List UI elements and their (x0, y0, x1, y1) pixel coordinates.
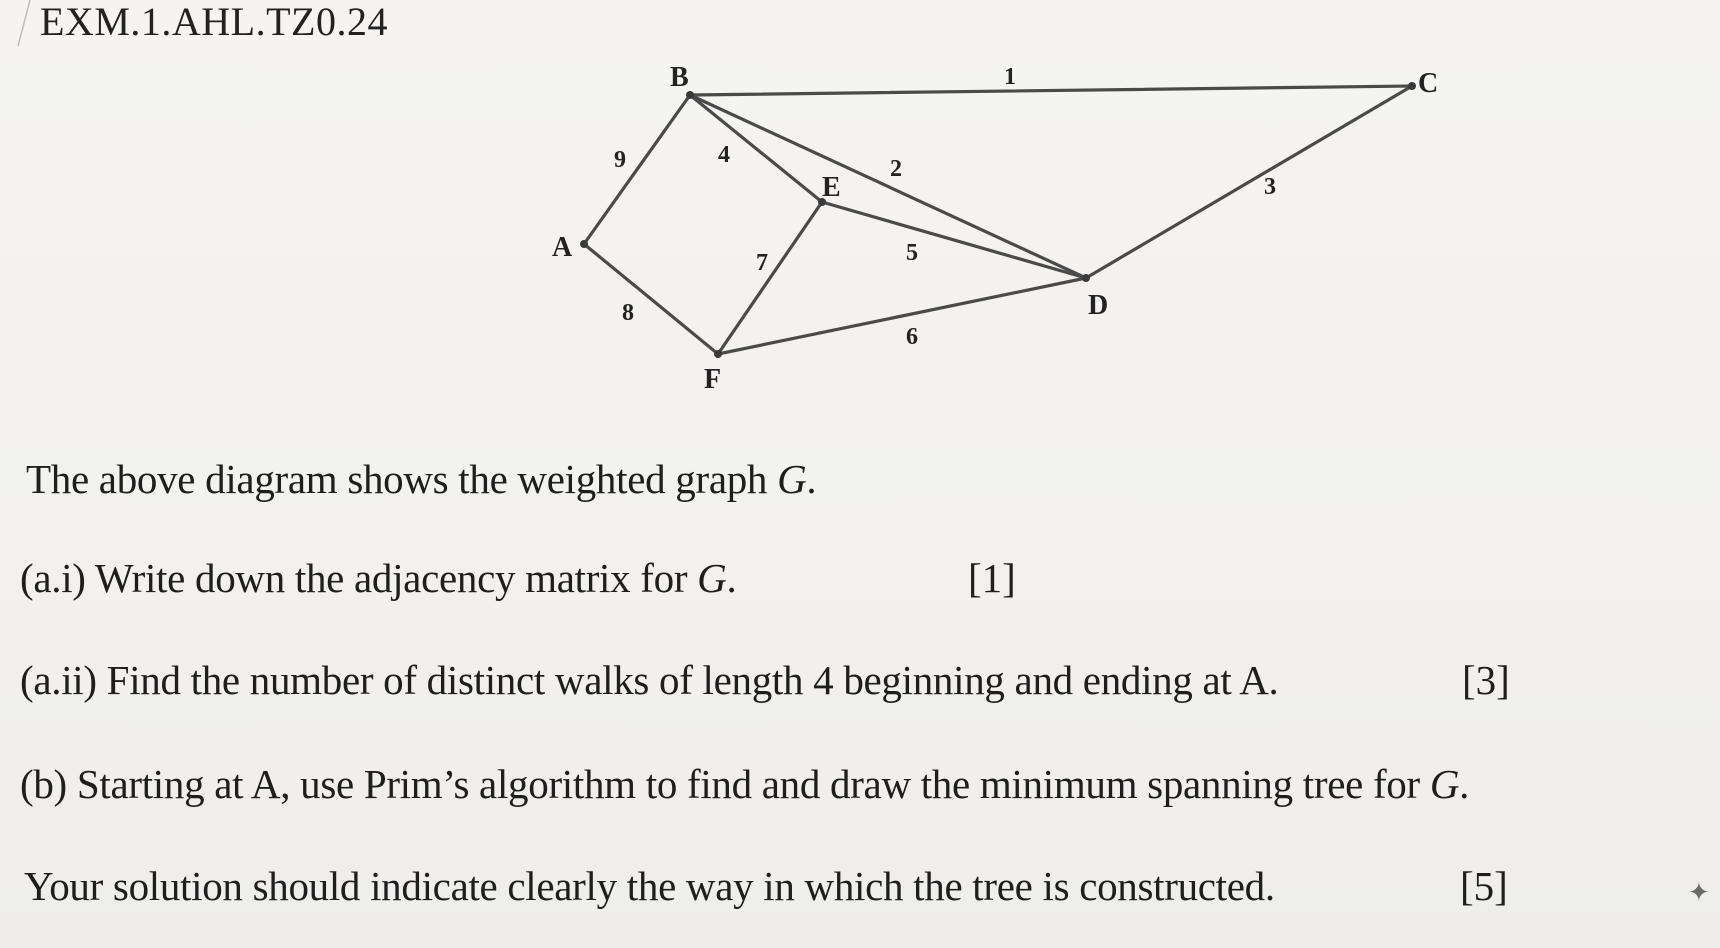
pin-icon: ✦ (1688, 878, 1710, 907)
edge-weight-A-B: 9 (614, 147, 626, 173)
edge-C-D (1086, 86, 1412, 278)
edge-A-F (584, 244, 718, 354)
part-a-i-text: (a.i) Write down the adjacency matrix for (20, 555, 698, 601)
part-a-i-marks: [1] (968, 555, 1016, 601)
part-a-ii (20, 656, 1278, 704)
question-intro (26, 455, 816, 503)
weighted-graph-diagram (0, 0, 1720, 420)
vertex-D (1082, 274, 1090, 282)
edge-F-D (718, 278, 1086, 354)
question-code: EXM.1.AHL.TZ0.24 (40, 0, 388, 44)
edge-weight-B-D: 2 (890, 156, 902, 182)
edge-E-D (822, 202, 1086, 278)
graph-variable: G (1429, 761, 1460, 807)
node-label-D: D (1088, 290, 1109, 321)
graph-variable: G (777, 456, 807, 502)
edge-A-B (584, 95, 690, 244)
part-a-ii-text: (a.ii) Find the number of distinct walks of length 4 beginning and ending at A. (20, 657, 1279, 703)
edge-B-D (690, 95, 1086, 278)
edge-weight-E-D: 5 (906, 240, 918, 266)
part-b (20, 760, 1469, 808)
question-intro-period: . (806, 456, 817, 502)
edge-B-C (690, 86, 1412, 95)
part-b-marks: [5] (1460, 863, 1508, 909)
vertex-A (580, 240, 588, 248)
question-intro-text: The above diagram shows the weighted graph (26, 456, 778, 502)
node-label-B: B (670, 62, 689, 93)
edge-weight-F-D: 6 (906, 324, 918, 350)
vertex-F (714, 350, 722, 358)
part-b-period: . (1459, 761, 1470, 807)
node-label-E: E (822, 172, 841, 203)
edge-weight-B-C: 1 (1004, 64, 1016, 90)
edge-weight-A-F: 8 (622, 300, 634, 326)
part-a-i-period: . (726, 555, 737, 601)
vertex-C (1408, 82, 1416, 90)
part-b-instruction (24, 862, 1275, 910)
node-label-A: A (552, 232, 573, 263)
part-a-ii-marks: [3] (1462, 657, 1510, 703)
node-label-F: F (704, 364, 722, 395)
edge-weight-B-E: 4 (718, 142, 730, 168)
edge-weight-E-F: 7 (756, 250, 768, 276)
part-b-instruction-text: Your solution should indicate clearly the way in which the tree is constructed. (24, 863, 1275, 909)
graph-variable: G (697, 555, 727, 601)
node-label-C: C (1418, 68, 1439, 99)
part-a-i (20, 554, 736, 602)
edge-E-F (718, 202, 822, 354)
edge-weight-C-D: 3 (1264, 174, 1276, 200)
part-b-text: (b) Starting at A, use Prim’s algorithm to find and draw the minimum spanning tree for (20, 761, 1430, 807)
